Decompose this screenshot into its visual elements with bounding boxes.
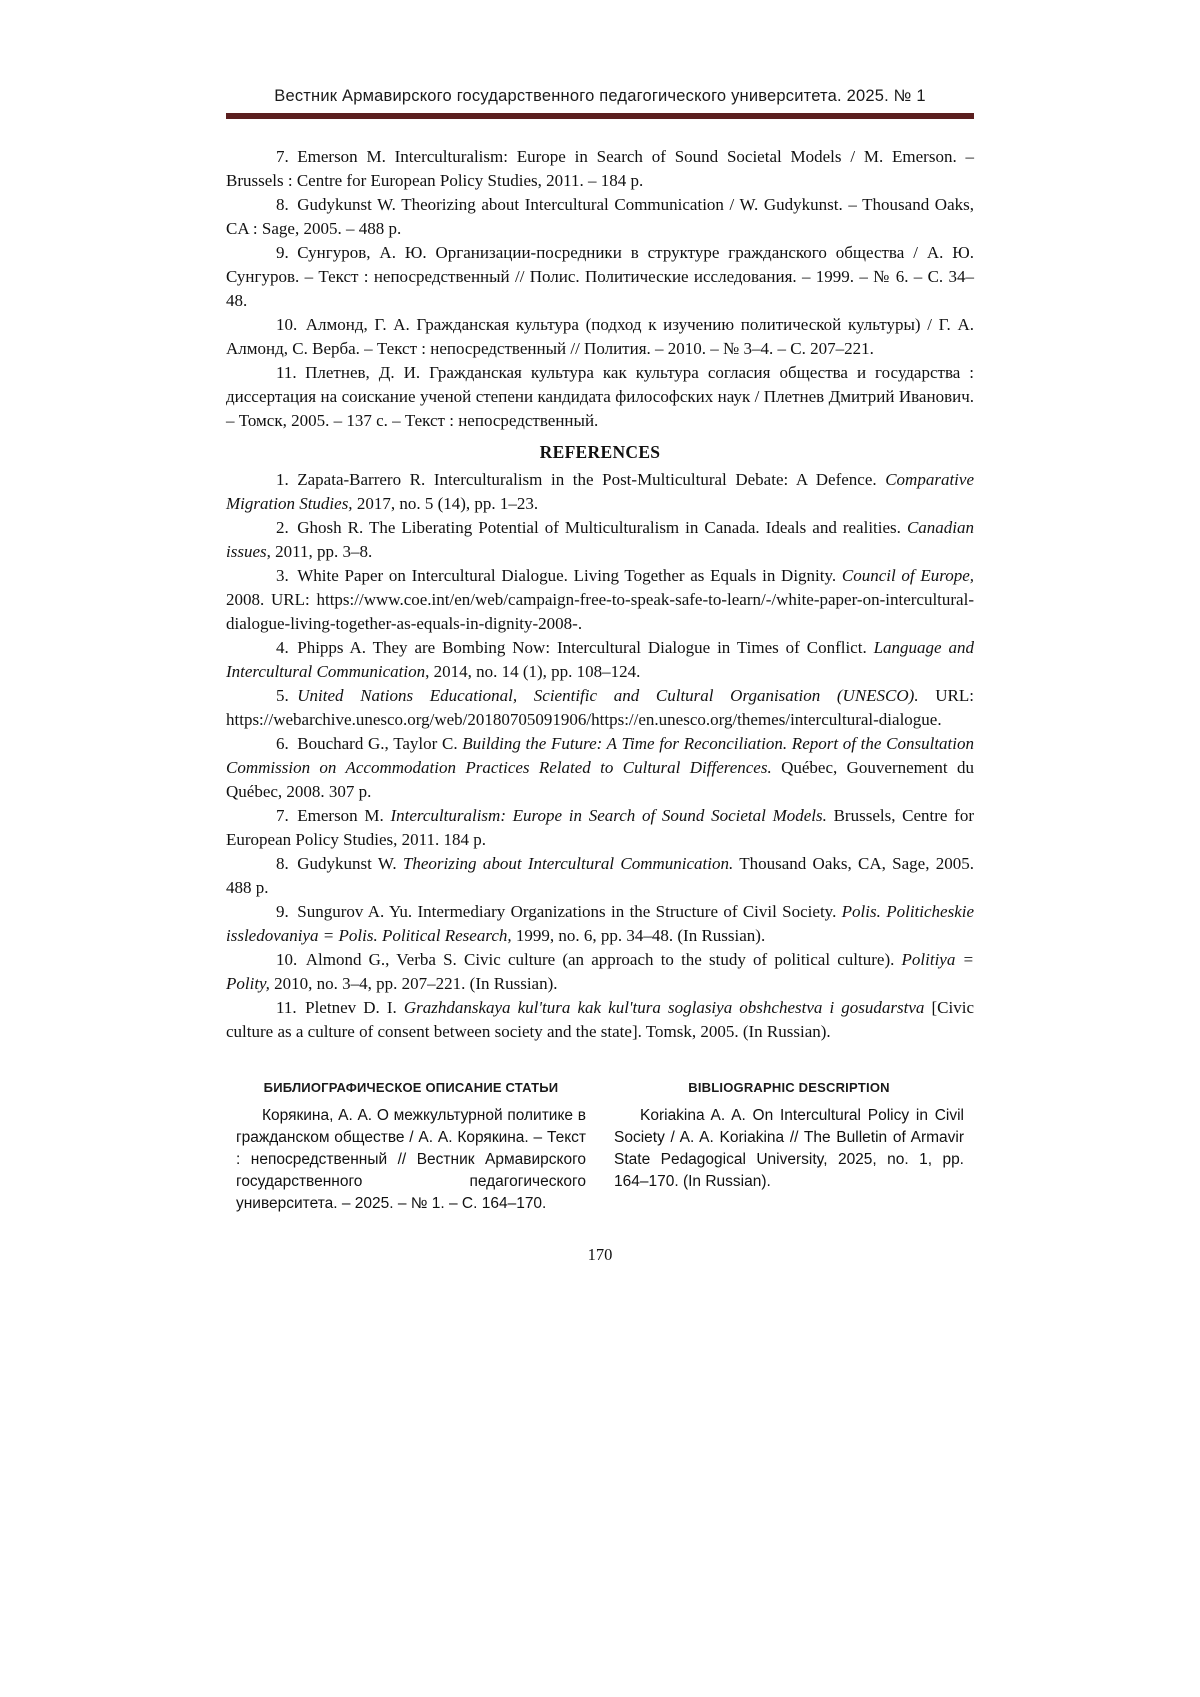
reference-text: 11. Pletnev D. I.: [276, 998, 404, 1017]
reference-text: 2008. URL: https://www.coe.int/en/web/campaign-free-to-speak-safe-to-learn/-/white-paper-on-intercultural-dialogue-living-together-as-equals-in-dignity-2008-.: [226, 590, 974, 633]
reference-item: [226, 852, 974, 900]
reference-text: URL: https://webarchive.unesco.org/web/20180705091906/https://en.unesco.org/themes/intercultural-dialogue.: [226, 686, 974, 729]
reference-item: [226, 313, 974, 361]
reference-text: 7. Emerson M. Interculturalism: Europe in Search of Sound Societal Models / M. Emerson. – Brussels : Centre for European Policy Studies, 2011. – 184 p.: [226, 147, 974, 190]
reference-italic-text: Polis. Politicheskie issledovaniya = Polis. Political Research,: [226, 902, 975, 945]
reference-item: [226, 900, 974, 948]
russian-references-list: [226, 145, 974, 433]
reference-item: [226, 468, 974, 516]
reference-text: 9. Sungurov A. Yu. Intermediary Organizations in the Structure of Civil Society.: [276, 902, 842, 921]
reference-item: [226, 564, 974, 636]
reference-text: [Civic culture as a culture of consent between society and the state]. Tomsk, 2005. (In Russian).: [226, 998, 974, 1041]
reference-italic-text: United Nations Educational, Scientific and Cultural Organisation (UNESCO).: [297, 686, 919, 705]
biblio-en-text: Koriakina A. A. On Intercultural Policy in Civil Society / A. A. Koriakina // The Bulletin of Armavir State Pedagogical University, 2025, no. 1, pp. 164–170. (In Russian).: [614, 1107, 964, 1190]
reference-italic-text: Canadian issues: [226, 518, 974, 561]
reference-italic-text: Interculturalism: Europe in Search of Sound Societal Models.: [390, 806, 827, 825]
biblio-ru-column: [236, 1080, 586, 1215]
reference-item: [226, 516, 974, 564]
reference-italic-text: Language and Intercultural Communication: [226, 638, 974, 681]
reference-italic-text: Grazhdanskaya kul'tura kak kul'tura soglasiya obshchestva i gosudarstva: [403, 998, 925, 1017]
reference-item: [226, 636, 974, 684]
reference-text: , 2014, no. 14 (1), pp. 108–124.: [425, 662, 641, 681]
reference-text: 1. Zapata-Barrero R. Interculturalism in the Post-Multicultural Debate: A Defence.: [276, 470, 886, 489]
reference-item: [226, 804, 974, 852]
reference-text: 6. Bouchard G., Taylor C.: [276, 734, 463, 753]
bibliographic-description-section: [226, 1080, 974, 1215]
reference-text: 5.: [276, 686, 298, 705]
reference-text: 4. Phipps A. They are Bombing Now: Intercultural Dialogue in Times of Conflict.: [276, 638, 874, 657]
reference-italic-text: Theorizing about Intercultural Communication.: [402, 854, 734, 873]
reference-text: Thousand Oaks, CA, Sage, 2005. 488 p.: [226, 854, 974, 897]
reference-italic-text: Comparative Migration Studies,: [226, 470, 974, 513]
reference-item: [226, 948, 974, 996]
reference-text: 8. Gudykunst W.: [276, 854, 403, 873]
reference-text: 2. Ghosh R. The Liberating Potential of Multiculturalism in Canada. Ideals and realities.: [276, 518, 907, 537]
reference-italic-text: Building the Future: A Time for Reconciliation. Report of the Consultation Commission on Accommodation Practices Related to Cultural Differences.: [226, 734, 974, 777]
reference-text: 2010, no. 3–4, pp. 207–221. (In Russian).: [269, 974, 558, 993]
reference-text: 1999, no. 6, pp. 34–48. (In Russian).: [511, 926, 766, 945]
biblio-ru-text: Корякина, А. А. О межкультурной политике в гражданском обществе / А. А. Корякина. – Текст : непосредственный // Вестник Армавирского государственного педагогического университета. – 2025. – № 1. – С. 164–170.: [236, 1107, 586, 1212]
reference-item: [226, 145, 974, 193]
biblio-en-column: [614, 1080, 964, 1215]
biblio-ru-heading: БИБЛИОГРАФИЧЕСКОЕ ОПИСАНИЕ СТАТЬИ: [263, 1080, 559, 1095]
reference-text: 2017, no. 5 (14), pp. 1–23.: [352, 494, 539, 513]
journal-header-title: Вестник Армавирского государственного педагогического университета. 2025. № 1: [274, 87, 926, 105]
reference-text: 10. Almond G., Verba S. Civic culture (an approach to the study of political culture).: [276, 950, 902, 969]
reference-text: , 2011, pp. 3–8.: [266, 542, 373, 561]
references-heading: REFERENCES: [539, 442, 661, 462]
reference-text: 7. Emerson M.: [276, 806, 391, 825]
reference-text: Brussels, Centre for European Policy Studies, 2011. 184 p.: [226, 806, 974, 849]
reference-text: 10. Алмонд, Г. А. Гражданская культура (подход к изучению политической культуры) / Г. А. Алмонд, С. Верба. – Текст : непосредственный // Полития. – 2010. – № 3–4. – С. 207–221.: [226, 315, 974, 358]
page-content: [226, 119, 974, 1265]
reference-item: [226, 684, 974, 732]
references-list: [226, 468, 974, 1044]
reference-text: 8. Gudykunst W. Theorizing about Intercultural Communication / W. Gudykunst. – Thousand Oaks, CA : Sage, 2005. – 488 p.: [226, 195, 974, 238]
reference-italic-text: Council of Europe,: [841, 566, 975, 585]
reference-text: 9. Сунгуров, А. Ю. Организации-посредники в структуре гражданского общества / А. Ю. Сунгуров. – Текст : непосредственный // Полис. Политические исследования. – 1999. – № 6. – С. 34–48.: [226, 243, 974, 310]
biblio-en-heading: BIBLIOGRAPHIC DESCRIPTION: [688, 1080, 890, 1095]
page-header: [226, 0, 974, 119]
reference-item: [226, 732, 974, 804]
page-number: 170: [587, 1245, 613, 1264]
reference-text: 3. White Paper on Intercultural Dialogue. Living Together as Equals in Dignity.: [276, 566, 842, 585]
reference-item: [226, 241, 974, 313]
reference-item: [226, 361, 974, 433]
reference-item: [226, 996, 974, 1044]
reference-text: Québec, Gouvernement du Québec, 2008. 307 p.: [226, 758, 975, 801]
reference-item: [226, 193, 974, 241]
reference-text: 11. Плетнев, Д. И. Гражданская культура как культура согласия общества и государства : диссертация на соискание ученой степени кандидата философских наук / Плетнев Дмитрий Иванович. – Томск, 2005. – 137 с. – Текст : непосредственный.: [226, 363, 974, 430]
reference-italic-text: Politiya = Polity,: [226, 950, 974, 993]
